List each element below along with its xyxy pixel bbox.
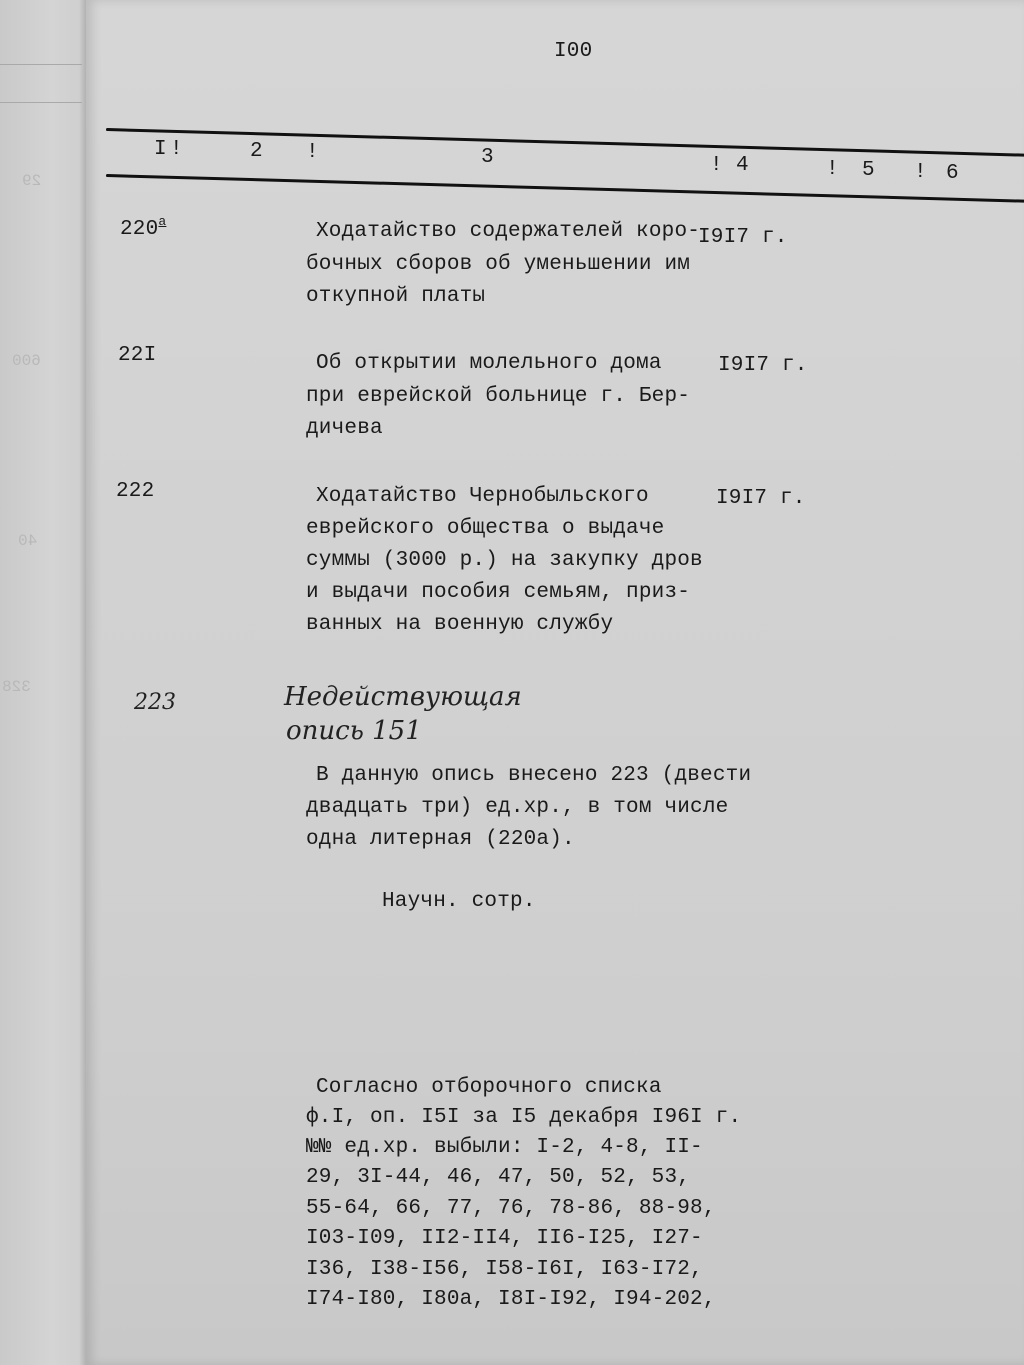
note-line: I74-I80, I80а, I8I-I92, I94-202, [306,1288,716,1311]
ghost-rule [0,102,82,103]
entry-title-line: при еврейской больнице г. Бер- [306,385,691,408]
column-header-6: 6 [946,162,959,185]
entry-title-line: еврейского общества о выдаче [306,517,665,540]
ghost-text: 40 [18,532,38,550]
note-line: №№ ед.хр. выбыли: I-2, 4-8, II- [306,1136,703,1159]
column-header-3: 3 [481,146,494,169]
entry-title-line: Ходатайство Чернобыльского [316,485,649,508]
note-line: I36, I38-I56, I58-I6I, I63-I72, [306,1258,703,1281]
entry-title-line: откупной платы [306,285,486,308]
facing-page-edge [0,0,86,1365]
entry-date: I9I7 г. [698,226,788,249]
note-line: 55-64, 66, 77, 76, 78-86, 88-98, [306,1197,716,1220]
column-separator: ! [710,154,723,177]
note-line: I03-I09, II2-II4, II6-I25, I27- [306,1227,703,1250]
entry-title-line: и выдачи пособия семьям, приз- [306,581,691,604]
entry-number-suffix: а [158,214,167,229]
entry-title-line: Ходатайство содержателей коро- [316,220,701,243]
ghost-rule [0,64,82,65]
handwritten-entry-number: 223 [134,690,176,715]
signature-label: Научн. сотр. [382,890,536,913]
column-separator: ! [914,161,927,184]
column-header-1: I [154,138,167,161]
entry-title-line: суммы (3000 р.) на закупку дров [306,549,703,572]
column-separator: ! [170,138,183,161]
table-header-bottom-rule [106,174,1024,203]
entry-number [120,206,166,246]
handwritten-annotation-line: Недействующая [284,682,522,712]
entry-number: 22I [118,344,157,367]
note-line: ф.I, оп. I5I за I5 декабря I96I г. [306,1106,742,1129]
ghost-text: 328 [2,678,31,696]
entry-number-value: 220 [120,218,159,241]
ghost-text: 29 [22,172,42,190]
column-separator: ! [826,158,839,181]
note-line: 29, 3I-44, 46, 47, 50, 52, 53, [306,1166,691,1189]
entry-number: 222 [116,480,155,503]
entry-title-line: дичева [306,417,383,440]
column-separator: ! [306,141,319,164]
entry-date: I9I7 г. [718,354,808,377]
ghost-text: 600 [12,352,41,370]
entry-title-line: ванных на военную службу [306,613,614,636]
column-header-4: 4 [736,154,749,177]
note-line: Согласно отборочного списка [316,1076,662,1099]
handwritten-annotation-line: опись 151 [286,716,422,746]
table-header-top-rule [106,128,1024,157]
summary-line: одна литерная (220а). [306,828,575,851]
summary-line: двадцать три) ед.хр., в том числе [306,796,729,819]
entry-title-line: бочных сборов об уменьшении им [306,253,691,276]
column-header-5: 5 [862,159,875,182]
entry-date: I9I7 г. [716,487,806,510]
column-header-2: 2 [250,140,263,163]
page-number: I00 [554,40,593,63]
summary-line: В данную опись внесено 223 (двести [316,764,752,787]
document-page [86,0,1024,1365]
entry-title-line: Об открытии молельного дома [316,352,662,375]
